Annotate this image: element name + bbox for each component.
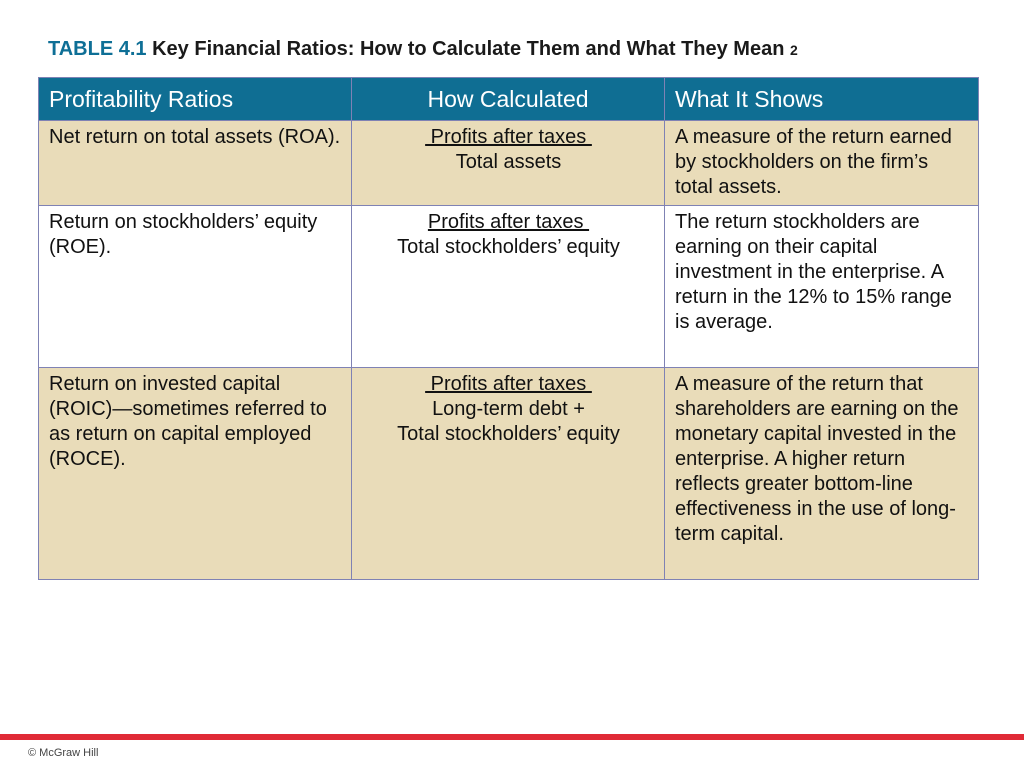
formula-cell bbox=[352, 206, 665, 368]
formula-numerator: Profits after taxes bbox=[427, 211, 590, 233]
formula-numerator: Profits after taxes bbox=[425, 373, 592, 395]
ratio-name-cell: Return on stockholders’ equity (ROE). bbox=[39, 206, 352, 368]
header-profitability-ratios: Profitability Ratios bbox=[39, 78, 352, 121]
table-title-text: Key Financial Ratios: How to Calculate Them and What They Mean bbox=[152, 38, 785, 60]
ratio-name-cell: Net return on total assets (ROA). bbox=[39, 121, 352, 206]
table-row-roic bbox=[39, 368, 979, 580]
footer-accent-bar bbox=[0, 734, 1024, 740]
what-it-shows-cell: A measure of the return earned by stockholders on the firm’s total assets. bbox=[665, 121, 979, 206]
table-number: TABLE 4.1 bbox=[48, 38, 147, 60]
formula-denominator-line-1: Long-term debt + bbox=[432, 398, 585, 420]
ratio-name-cell: Return on invested capital (ROIC)—sometimes referred to as return on capital employed (ROCE). bbox=[39, 368, 352, 580]
what-it-shows-cell: The return stockholders are earning on their capital investment in the enterprise. A return in the 12% to 15% range is average. bbox=[665, 206, 979, 368]
copyright-notice: © McGraw Hill bbox=[28, 747, 99, 759]
table-row-roa bbox=[39, 121, 979, 206]
formula-denominator: Total stockholders’ equity bbox=[397, 236, 620, 258]
formula-cell bbox=[352, 121, 665, 206]
header-how-calculated: How Calculated bbox=[352, 78, 665, 121]
formula-denominator: Total assets bbox=[455, 151, 562, 173]
formula-cell bbox=[352, 368, 665, 580]
financial-ratios-table bbox=[38, 77, 979, 580]
formula-denominator-line-2: Total stockholders’ equity bbox=[397, 423, 620, 445]
formula-numerator: Profits after taxes bbox=[425, 126, 592, 148]
table-header-row bbox=[39, 78, 979, 121]
table-row-roe bbox=[39, 206, 979, 368]
page-reference: 2 bbox=[790, 42, 798, 58]
what-it-shows-cell: A measure of the return that shareholders are earning on the monetary capital invested in the enterprise. A higher return reflects greater bottom-line effectiveness in the use of long-term capital. bbox=[665, 368, 979, 580]
header-what-it-shows: What It Shows bbox=[665, 78, 979, 121]
slide-title bbox=[48, 38, 798, 61]
